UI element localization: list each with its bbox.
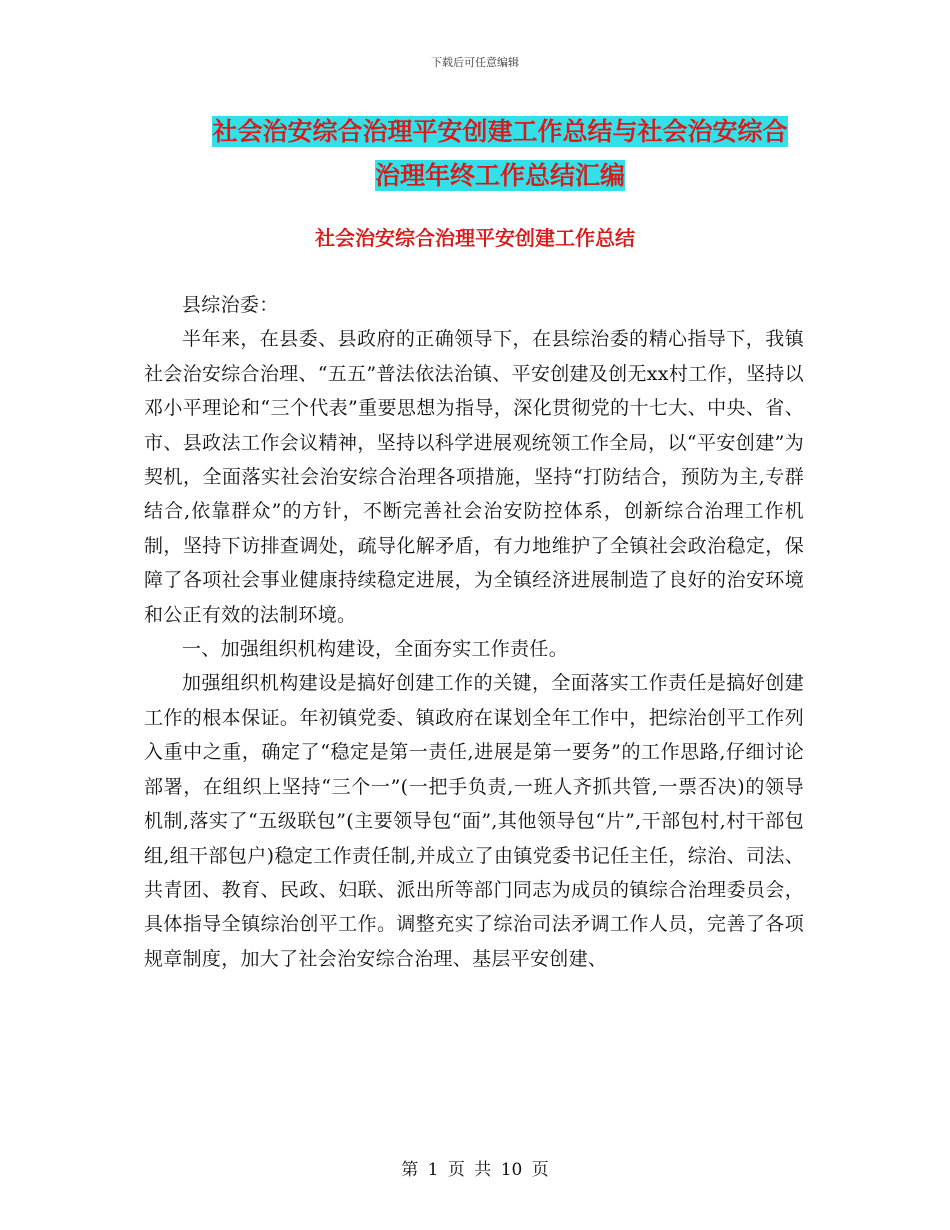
title-line-1: 社会治安综合治理平安创建工作总结与社会治安综合 xyxy=(212,117,788,146)
section-heading: 一、加强组织机构建设，全面夯实工作责任。 xyxy=(182,638,569,661)
paragraph: 半年来，在县委、县政府的正确领导下，在县综治委的精心指导下，我镇社会治安综合治理、“五五”普法依法治镇、平安创建及创无xx村工作，坚持以邓小平理论和“三个代表”重要思想为指导，深化贯彻党的十七大、中央、省、市、县政法工作会议精神，坚持以科学进展观统领工作全局，以“平安创建”为契机，全面落实社会治安综合治理各项措施，坚持“打防结合，预防为主,专群结合,依靠群众”的方针，不断完善社会治安防控体系，创新综合治理工作机制，坚持下访排查调处，疏导化解矛盾，有力地维护了全镇社会政治稳定，保障了各项社会事业健康持续稳定进展，为全镇经济进展制造了良好的治安环境和公正有效的法制环境。 xyxy=(144,328,804,626)
paragraph: 加强组织机构建设是搞好创建工作的关键，全面落实工作责任是搞好创建工作的根本保证。年初镇党委、镇政府在谋划全年工作中，把综治创平工作列入重中之重，确定了“稳定是第一责任,进展是第一要务”的工作思路,仔细讨论部署，在组织上坚持“三个一”(一把手负责,一班人齐抓共管,一票否决)的领导机制,落实了“五级联包”(主要领导包“面”,其他领导包“片”,干部包村,村干部包组,组干部包户)稳定工作责任制,并成立了由镇党委书记任主任，综治、司法、共青团、教育、民政、妇联、派出所等部门同志为成员的镇综合治理委员会，具体指导全镇综治创平工作。调整充实了综治司法矛调工作人员，完善了各项规章制度，加大了社会治安综合治理、基层平安创建、 xyxy=(144,672,804,970)
salutation: 县综治委： xyxy=(182,294,279,316)
header-note: 下载后可任意编辑 xyxy=(431,56,519,69)
page-footer: 第 1 页 共 10 页 xyxy=(401,1160,549,1180)
section-title: 社会治安综合治理平安创建工作总结 xyxy=(315,226,635,250)
document-body xyxy=(144,288,804,976)
title-line-2: 治理年终工作总结汇编 xyxy=(374,161,625,190)
document-title xyxy=(190,110,810,198)
